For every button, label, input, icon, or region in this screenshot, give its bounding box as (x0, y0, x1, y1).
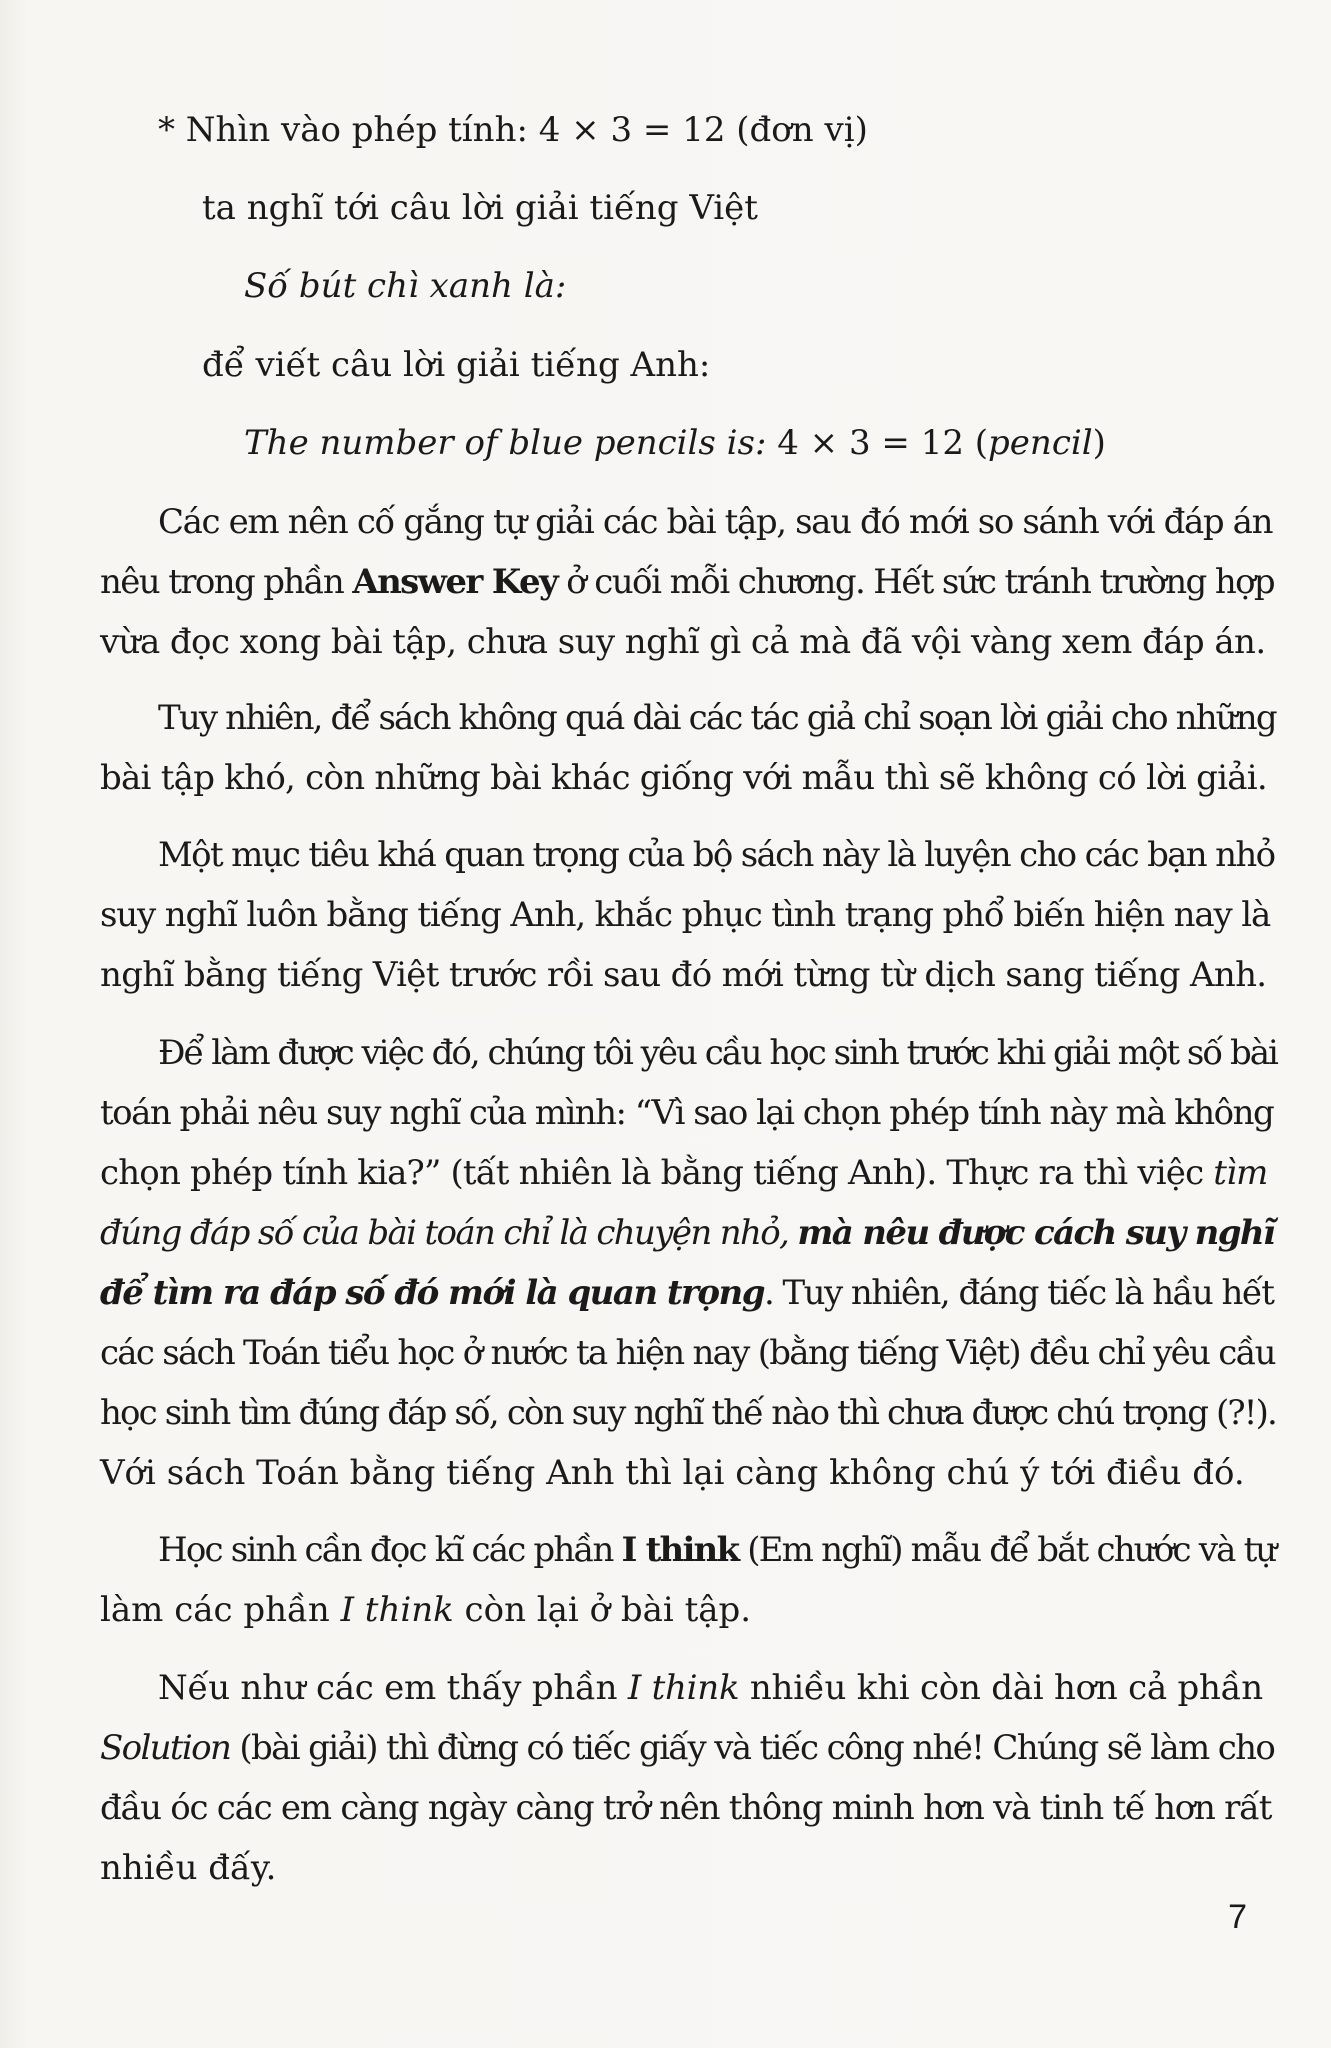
p1-line-2-bold: Answer Key (352, 562, 558, 602)
p4-line-7 (100, 1393, 1276, 1433)
p3-line-2-text: suy nghĩ luôn bằng tiếng Anh, khắc phục tình trạng phổ biến hiện nay là (100, 895, 1271, 935)
p6-line-4 (100, 1848, 276, 1888)
p4-line-3-a: chọn phép tính kia?” (tất nhiên là bằng tiếng Anh). Thực ra thì việc (100, 1153, 1214, 1193)
p6-line-1-a: Nếu như các em thấy phần (158, 1668, 628, 1708)
intro-line-3-text: Số bút chì xanh là: (244, 266, 567, 306)
p4-line-2-text: toán phải nêu suy nghĩ của mình: “Vì sao lại chọn phép tính này mà không (100, 1093, 1274, 1133)
p6-line-1-c: nhiều khi còn dài hơn cả phần (739, 1668, 1263, 1708)
p4-line-5-bold-italic: để tìm ra đáp số đó mới là quan trọng (100, 1273, 764, 1313)
p3-line-2 (100, 895, 1270, 935)
p3-line-3-text: nghĩ bằng tiếng Việt trước rồi sau đó mới từng từ dịch sang tiếng Anh. (100, 955, 1267, 995)
page-number: 7 (1228, 1898, 1247, 1936)
p1-line-2-c: ở cuối mỗi chương. Hết sức tránh trường hợp (557, 562, 1275, 602)
p6-line-1 (158, 1668, 1263, 1708)
intro-line-5-italic: The number of blue pencils is: (244, 423, 767, 463)
p5-line-1 (158, 1530, 1276, 1570)
p6-line-2-italic: Solution (100, 1728, 231, 1768)
intro-line-5-end: ) (1092, 423, 1106, 463)
intro-line-5-italic2: pencil (988, 423, 1093, 463)
p4-line-5 (100, 1273, 1273, 1313)
p2-line-1-text: Tuy nhiên, để sách không quá dài các tác giả chỉ soạn lời giải cho những (158, 698, 1276, 738)
p2-line-1 (158, 698, 1276, 738)
p1-line-3 (100, 622, 1266, 662)
p5-line-2 (100, 1590, 751, 1630)
intro-line-4 (202, 345, 710, 385)
p4-line-6 (100, 1333, 1275, 1373)
p1-line-2-a: nêu trong phần (100, 562, 353, 602)
p5-line-2-italic: I think (340, 1590, 454, 1630)
p4-line-8-text: Với sách Toán bằng tiếng Anh thì lại càng không chú ý tới điều đó. (100, 1453, 1245, 1493)
p5-line-1-c: (Em nghĩ) mẫu để bắt chước và tự (738, 1530, 1276, 1570)
p5-line-1-a: Học sinh cần đọc kĩ các phần (158, 1530, 622, 1570)
p4-line-3 (100, 1153, 1268, 1193)
p4-line-3-italic: tìm (1213, 1153, 1268, 1193)
p5-line-2-c: còn lại ở bài tập. (453, 1590, 752, 1630)
p4-line-4-italic: đúng đáp số của bài toán chỉ là chuyện nhỏ, (100, 1213, 798, 1253)
intro-line-2-text: ta nghĩ tới câu lời giải tiếng Việt (202, 188, 758, 228)
p6-line-4-text: nhiều đấy. (100, 1848, 277, 1888)
p4-line-6-text: các sách Toán tiểu học ở nước ta hiện nay (bằng tiếng Việt) đều chỉ yêu cầu (100, 1333, 1275, 1373)
p4-line-5-rest: . Tuy nhiên, đáng tiếc là hầu hết (763, 1273, 1274, 1313)
p6-line-3 (100, 1788, 1271, 1828)
p3-line-1-text: Một mục tiêu khá quan trọng của bộ sách này là luyện cho các bạn nhỏ (158, 835, 1275, 875)
p1-line-2 (100, 562, 1274, 602)
p1-line-3-text: vừa đọc xong bài tập, chưa suy nghĩ gì cả mà đã vội vàng xem đáp án. (100, 622, 1266, 662)
p1-line-1 (158, 502, 1272, 542)
intro-line-5 (244, 423, 1106, 463)
intro-line-3 (244, 266, 566, 306)
p4-line-1 (158, 1033, 1277, 1073)
intro-line-2 (202, 188, 758, 228)
p3-line-1 (158, 835, 1274, 875)
p6-line-2-rest: (bài giải) thì đừng có tiếc giấy và tiếc công nhé! Chúng sẽ làm cho (230, 1728, 1275, 1768)
p3-line-3 (100, 955, 1266, 995)
p4-line-2 (100, 1093, 1273, 1133)
p5-line-1-bold: I think (621, 1530, 739, 1570)
p5-line-2-a: làm các phần (100, 1590, 341, 1630)
p2-line-2 (100, 758, 1267, 798)
p4-line-1-text: Để làm được việc đó, chúng tôi yêu cầu học sinh trước khi giải một số bài (158, 1033, 1277, 1073)
p4-line-7-text: học sinh tìm đúng đáp số, còn suy nghĩ thế nào thì chưa được chú trọng (?!). (100, 1393, 1276, 1433)
p6-line-3-text: đầu óc các em càng ngày càng trở nên thông minh hơn và tinh tế hơn rất (100, 1788, 1272, 1828)
p4-line-4 (100, 1213, 1274, 1253)
intro-line-4-text: để viết câu lời giải tiếng Anh: (202, 345, 711, 385)
intro-line-1 (158, 110, 868, 150)
p2-line-2-text: bài tập khó, còn những bài khác giống với mẫu thì sẽ không có lời giải. (100, 758, 1267, 798)
p6-line-1-italic: I think (627, 1668, 740, 1708)
intro-line-5-rest: 4 × 3 = 12 ( (766, 423, 989, 463)
intro-line-1-text: * Nhìn vào phép tính: 4 × 3 = 12 (đơn vị) (158, 110, 868, 150)
p6-line-2 (100, 1728, 1274, 1768)
p1-line-1-text: Các em nên cố gắng tự giải các bài tập, sau đó mới so sánh với đáp án (158, 502, 1273, 542)
p4-line-8 (100, 1453, 1245, 1493)
p4-line-4-bold-italic: mà nêu được cách suy nghĩ (797, 1213, 1275, 1253)
